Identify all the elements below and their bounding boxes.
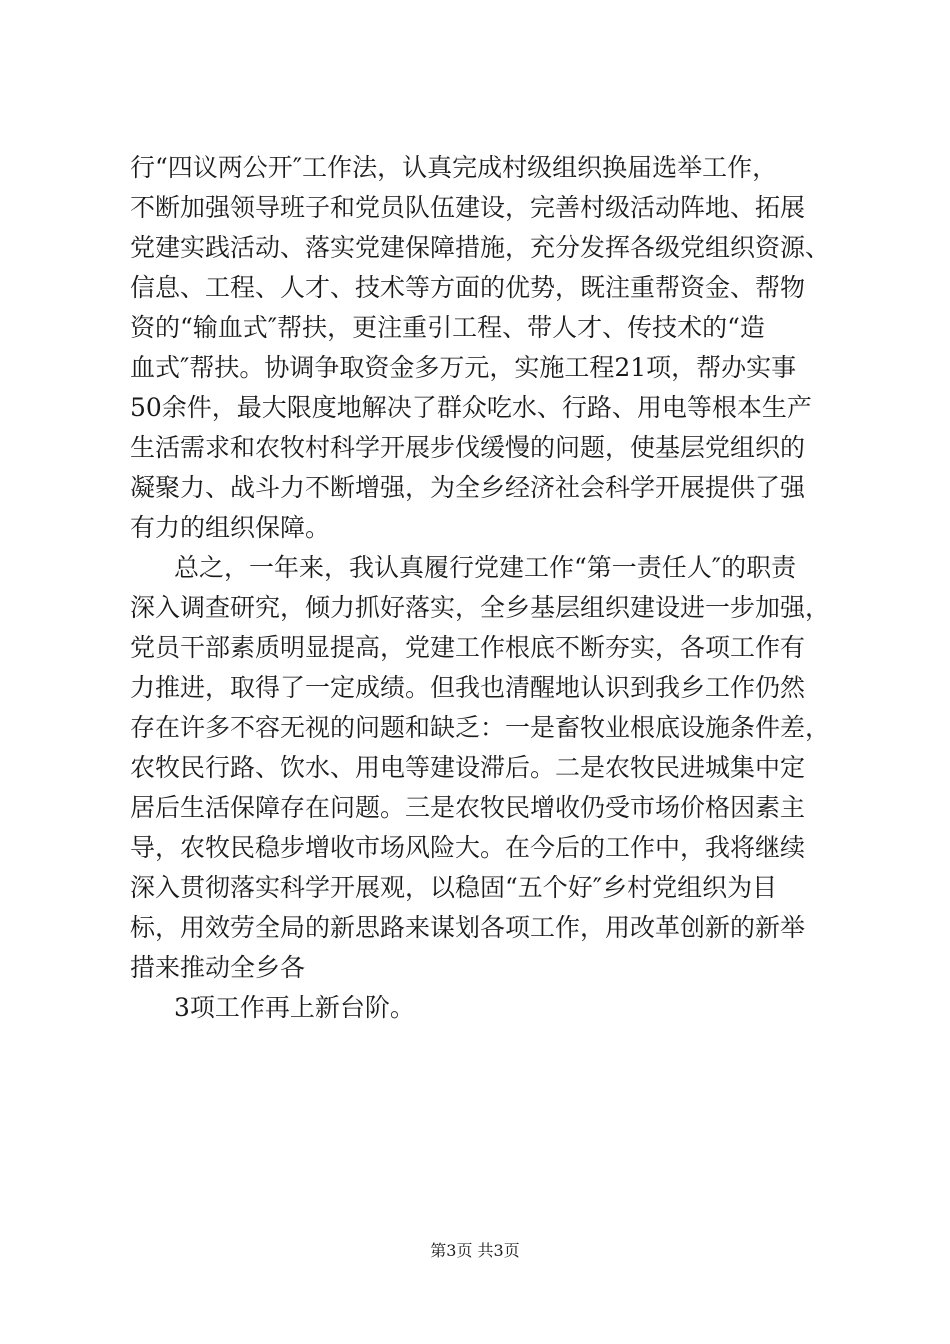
page-number-footer: 第3页 共3页 — [430, 1241, 520, 1260]
text-line: 信息、工程、人才、技术等方面的优势，既注重帮资金、帮物 — [130, 273, 806, 302]
paragraph-1 — [130, 148, 830, 548]
text-line: 深入贯彻落实科学开展观，以稳固“五个好″乡村党组织为目 — [130, 873, 778, 902]
text-line: 存在许多不容无视的问题和缺乏：一是畜牧业根底设施条件差， — [130, 713, 831, 742]
text-line: 党建实践活动、落实党建保障措施，充分发挥各级党组织资源、 — [130, 233, 831, 262]
text-line: 有力的组织保障。 — [130, 513, 331, 542]
paragraph-3 — [130, 988, 830, 1028]
text-line: 血式″帮扶。协调争取资金多万元，实施工程21项，帮办实事 — [130, 353, 797, 382]
text-line: 资的“输血式″帮扶，更注重引工程、带人才、传技术的“造 — [130, 313, 765, 342]
text-line: 措来推动全乡各 — [130, 953, 306, 982]
text-line: 力推进，取得了一定成绩。但我也清醒地认识到我乡工作仍然 — [130, 673, 806, 702]
text-line: 生活需求和农牧村科学开展步伐缓慢的问题，使基层党组织的 — [130, 433, 806, 462]
paragraph-2 — [130, 548, 830, 988]
text-line: 居后生活保障存在问题。三是农牧民增收仍受市场价格因素主 — [130, 793, 806, 822]
text-line: 标，用效劳全局的新思路来谋划各项工作，用改革创新的新举 — [130, 913, 806, 942]
text-line: 3项工作再上新台阶。 — [174, 993, 415, 1022]
text-line: 凝聚力、战斗力不断增强，为全乡经济社会科学开展提供了强 — [130, 473, 806, 502]
text-line: 农牧民行路、饮水、用电等建设滞后。二是农牧民进城集中定 — [130, 753, 806, 782]
text-line: 50余件，最大限度地解决了群众吃水、行路、用电等根本生产 — [130, 393, 812, 422]
text-line: 行“四议两公开″工作法，认真完成村级组织换届选举工作， — [130, 153, 778, 182]
text-line: 总之，一年来，我认真履行党建工作“第一责任人″的职责 — [174, 553, 797, 582]
text-line: 不断加强领导班子和党员队伍建设，完善村级活动阵地、拓展 — [130, 193, 806, 222]
text-line: 深入调查研究，倾力抓好落实，全乡基层组织建设进一步加强， — [130, 593, 831, 622]
body-text — [130, 148, 830, 1028]
text-line: 党员干部素质明显提高，党建工作根底不断夯实，各项工作有 — [130, 633, 806, 662]
text-line: 导，农牧民稳步增收市场风险大。在今后的工作中，我将继续 — [130, 833, 806, 862]
